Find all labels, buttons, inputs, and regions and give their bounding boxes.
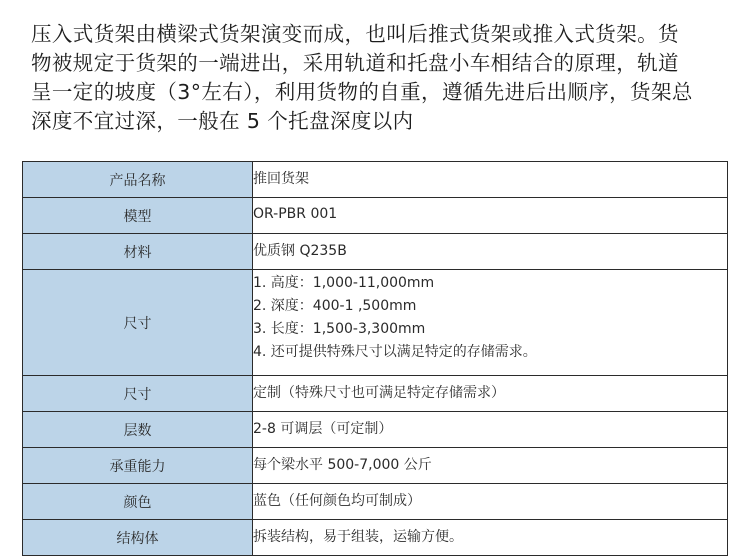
spec-value-custom-size: 定制（特殊尺寸也可满足特定存储需求） [253,376,728,412]
dimension-item-depth: 2. 深度：400-1 ,500mm [253,298,417,314]
spec-value-color: 蓝色（任何颜色均可制成） [253,484,728,520]
dimension-item-special: 4. 还可提供特殊尺寸以满足特定的存储需求。 [253,344,537,360]
dimension-item-height: 1. 高度：1,000-11,000mm [253,275,435,291]
intro-paragraph [31,20,721,136]
spec-label-color: 颜色 [23,484,253,520]
intro-line: 呈一定的坡度（3°左右），利用货物的自重，遵循先进后出顺序，货架总 [31,80,693,104]
spec-row-dimensions [23,270,728,376]
spec-value-model: OR-PBR 001 [253,198,728,234]
spec-value-load-capacity: 每个梁水平 500-7,000 公斤 [253,448,728,484]
dimension-item-length: 3. 长度：1,500-3,300mm [253,321,426,337]
spec-value-dimensions [253,270,728,376]
spec-row-custom-size [23,376,728,412]
spec-label-product-name: 产品名称 [23,162,253,198]
spec-value-material: 优质钢 Q235B [253,234,728,270]
intro-line: 物被规定于货架的一端进出，采用轨道和托盘小车相结合的原理，轨道 [31,51,679,75]
spec-table-body [23,162,728,556]
spec-label-material: 材料 [23,234,253,270]
spec-row-color [23,484,728,520]
spec-row-levels [23,412,728,448]
spec-value-levels: 2-8 可调层（可定制） [253,412,728,448]
intro-line: 压入式货架由横梁式货架演变而成，也叫后推式货架或推入式货架。货 [31,22,679,46]
spec-row-load-capacity [23,448,728,484]
spec-table [22,161,728,556]
spec-label-dimensions: 尺寸 [23,270,253,376]
spec-row-structure [23,520,728,556]
spec-label-structure: 结构体 [23,520,253,556]
spec-row-material [23,234,728,270]
spec-row-model [23,198,728,234]
spec-value-structure: 拆装结构，易于组装，运输方便。 [253,520,728,556]
intro-line: 深度不宜过深，一般在 5 个托盘深度以内 [31,109,414,133]
spec-row-product-name [23,162,728,198]
spec-label-levels: 层数 [23,412,253,448]
spec-label-custom-size: 尺寸 [23,376,253,412]
spec-label-model: 模型 [23,198,253,234]
spec-value-product-name: 推回货架 [253,162,728,198]
spec-label-load-capacity: 承重能力 [23,448,253,484]
